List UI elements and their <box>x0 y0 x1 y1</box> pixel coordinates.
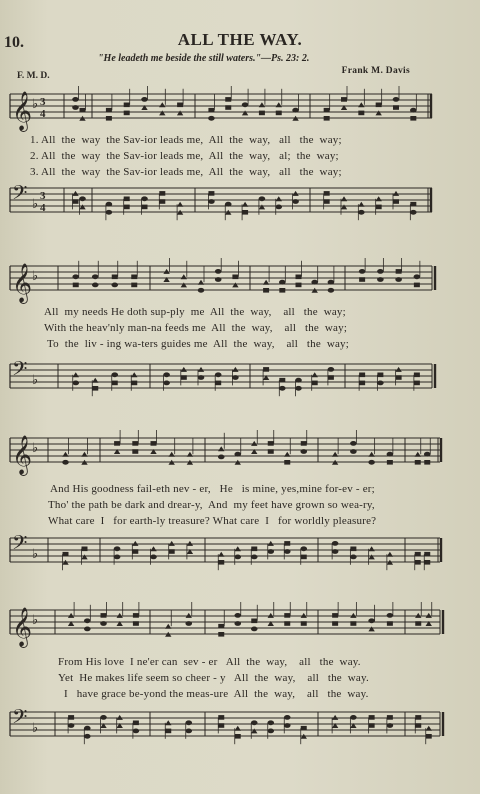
flat-icon: ♭ <box>32 197 39 212</box>
treble-clef-icon: 𝄞 <box>12 91 33 131</box>
note-group <box>68 602 432 637</box>
staff-lines <box>10 538 440 562</box>
lyric-line-1-1: 1. All the way the Sav-ior leads me, All the way, all the way; <box>30 134 342 146</box>
note-group <box>72 86 416 121</box>
treble-staff-1 <box>0 86 480 132</box>
bass-clef-icon: 𝄢 <box>12 357 28 385</box>
lyric-line-3-1: And His goodness fail-eth nev - er, He is mine, yes,mine for-ev - er; <box>50 483 375 495</box>
bass-clef-icon: 𝄢 <box>12 705 28 733</box>
time-signature-icon: 3 <box>40 96 46 108</box>
treble-clef-icon: 𝄞 <box>12 607 33 647</box>
flat-icon: ♭ <box>32 721 39 736</box>
page-number: 10. <box>4 34 24 51</box>
staff-lines <box>10 438 440 462</box>
composer-credit: Frank M. Davis <box>341 66 410 76</box>
bass-staff-4 <box>0 704 480 750</box>
treble-staff-3 <box>0 430 480 476</box>
lyric-line-1-3: 3. All the way the Sav-ior leads me, All the way, all the way; <box>30 166 342 178</box>
lyric-line-1-2: 2. All the way the Sav-ior leads me, All the way, al; the way; <box>30 150 339 162</box>
note-group <box>72 367 419 396</box>
lyric-line-4-1: From His love I ne'er can sev - er All the way, all the way. <box>58 656 361 668</box>
staff-lines <box>10 712 440 736</box>
svg-text:4: 4 <box>40 108 46 120</box>
flat-icon: ♭ <box>32 441 39 456</box>
treble-staff-2 <box>0 258 480 304</box>
lyric-line-4-2: Yet He makes life seem so cheer - y All the way, all the way. <box>58 672 369 684</box>
lyricist-credit: F. M. D. <box>17 71 50 81</box>
note-group <box>62 430 430 465</box>
treble-staff-4 <box>0 602 480 648</box>
lyric-line-3-2: Tho' the path be dark and drear-y, And my feet have grown so wea-ry, <box>48 499 375 511</box>
flat-icon: ♭ <box>32 547 39 562</box>
flat-icon: ♭ <box>32 97 39 112</box>
svg-text:4: 4 <box>40 202 46 214</box>
flat-icon: ♭ <box>32 373 39 388</box>
lyric-line-2-3: To the liv - ing wa-ters guides me All the way, all the way; <box>47 338 350 350</box>
bass-staff-2 <box>0 356 480 402</box>
lyric-line-3-3: What care I for earth-ly treasure? What care I for worldly pleasure? <box>48 515 377 527</box>
treble-clef-icon: 𝄞 <box>12 263 33 303</box>
note-group <box>72 191 416 220</box>
flat-icon: ♭ <box>32 613 39 628</box>
scripture-epigraph: "He leadeth me beside the still waters."—Ps. 23: 2. <box>98 53 310 64</box>
hymn-title: ALL THE WAY. <box>177 30 303 49</box>
flat-icon: ♭ <box>32 269 39 284</box>
lyric-line-2-2: With the heav'nly man-na feeds me All the way, all the way; <box>44 322 348 334</box>
bass-clef-icon: 𝄢 <box>12 181 28 209</box>
treble-clef-icon: 𝄞 <box>12 435 33 475</box>
lyric-line-2-1: All my needs He doth sup-ply me All the way, all the way; <box>44 306 346 318</box>
time-signature-icon: 3 <box>40 190 46 202</box>
bass-clef-icon: 𝄢 <box>12 531 28 559</box>
bass-staff-3 <box>0 530 480 576</box>
bass-staff-1 <box>0 180 480 226</box>
note-group <box>72 258 420 293</box>
lyric-line-4-3: I have grace be-yond the meas-ure All the way, all the way. <box>64 688 369 700</box>
